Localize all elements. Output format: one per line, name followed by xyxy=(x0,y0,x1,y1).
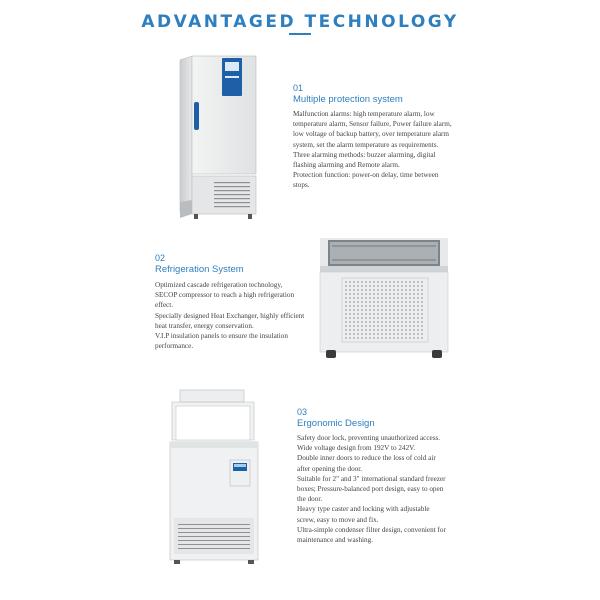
page-title: ADVANTAGED TECHNOLOGY xyxy=(141,12,459,32)
section-3-paragraph-6: Ultra-simple condenser filter design, convenient for maintenance and washing. xyxy=(297,525,446,545)
freezer-base-image xyxy=(318,238,450,360)
section-3-heading: Ergonomic Design xyxy=(297,418,375,429)
section-1-number: 01 xyxy=(293,83,304,93)
section-3-paragraph-5: Heavy type caster and locking with adjustable screw, easy to move and fix. xyxy=(297,505,430,524)
upright-freezer-image xyxy=(170,52,270,222)
section-3-body xyxy=(297,433,449,545)
section-2-paragraph-3: V.I.P insulation panels to ensure the insulation performance. xyxy=(155,332,288,351)
section-3-paragraph-3: Double inner doors to reduce the loss of cold air after opening the door. xyxy=(297,454,436,473)
section-3-paragraph-2: Wide voltage design from 192V to 242V. xyxy=(297,444,416,453)
section-2-heading: Refrigeration System xyxy=(155,264,244,275)
section-1-paragraph-3: Protection function: power-on delay, time between stops. xyxy=(293,171,439,190)
section-1-paragraph-1: Malfunction alarms: high temperature alarm, low temperature alarm, Sensor failure, Power failure alarm, low voltage of backup battery, over temperature alarm system, set the alarm temperature as requirements. xyxy=(293,110,452,149)
section-2-number: 02 xyxy=(155,253,166,263)
section-1-paragraph-2: Three alarming methods: buzzer alarming, digital flashing alarming and Remote alarm. xyxy=(293,150,436,170)
section-3-number: 03 xyxy=(297,407,308,417)
section-3-paragraph-4: Suitable for 2" and 3" international standard freezer boxes; Pressure-balanced port design, easy to open the door. xyxy=(297,474,446,504)
section-1-heading: Multiple protection system xyxy=(293,94,403,105)
section-2-body xyxy=(155,280,305,351)
title-underline xyxy=(289,33,311,35)
section-2-paragraph-2: Specially designed Heat Exchanger, highly efficient heat transfer, energy conservation. xyxy=(155,311,305,330)
section-3-paragraph-1: Safety door lock, preventing unauthorized access. xyxy=(297,434,441,442)
section-1-body xyxy=(293,109,453,191)
chest-freezer-image xyxy=(160,388,270,566)
section-2-paragraph-1: Optimized cascade refrigeration technology, SECOP compressor to reach a high refrigeration effect. xyxy=(155,281,295,310)
